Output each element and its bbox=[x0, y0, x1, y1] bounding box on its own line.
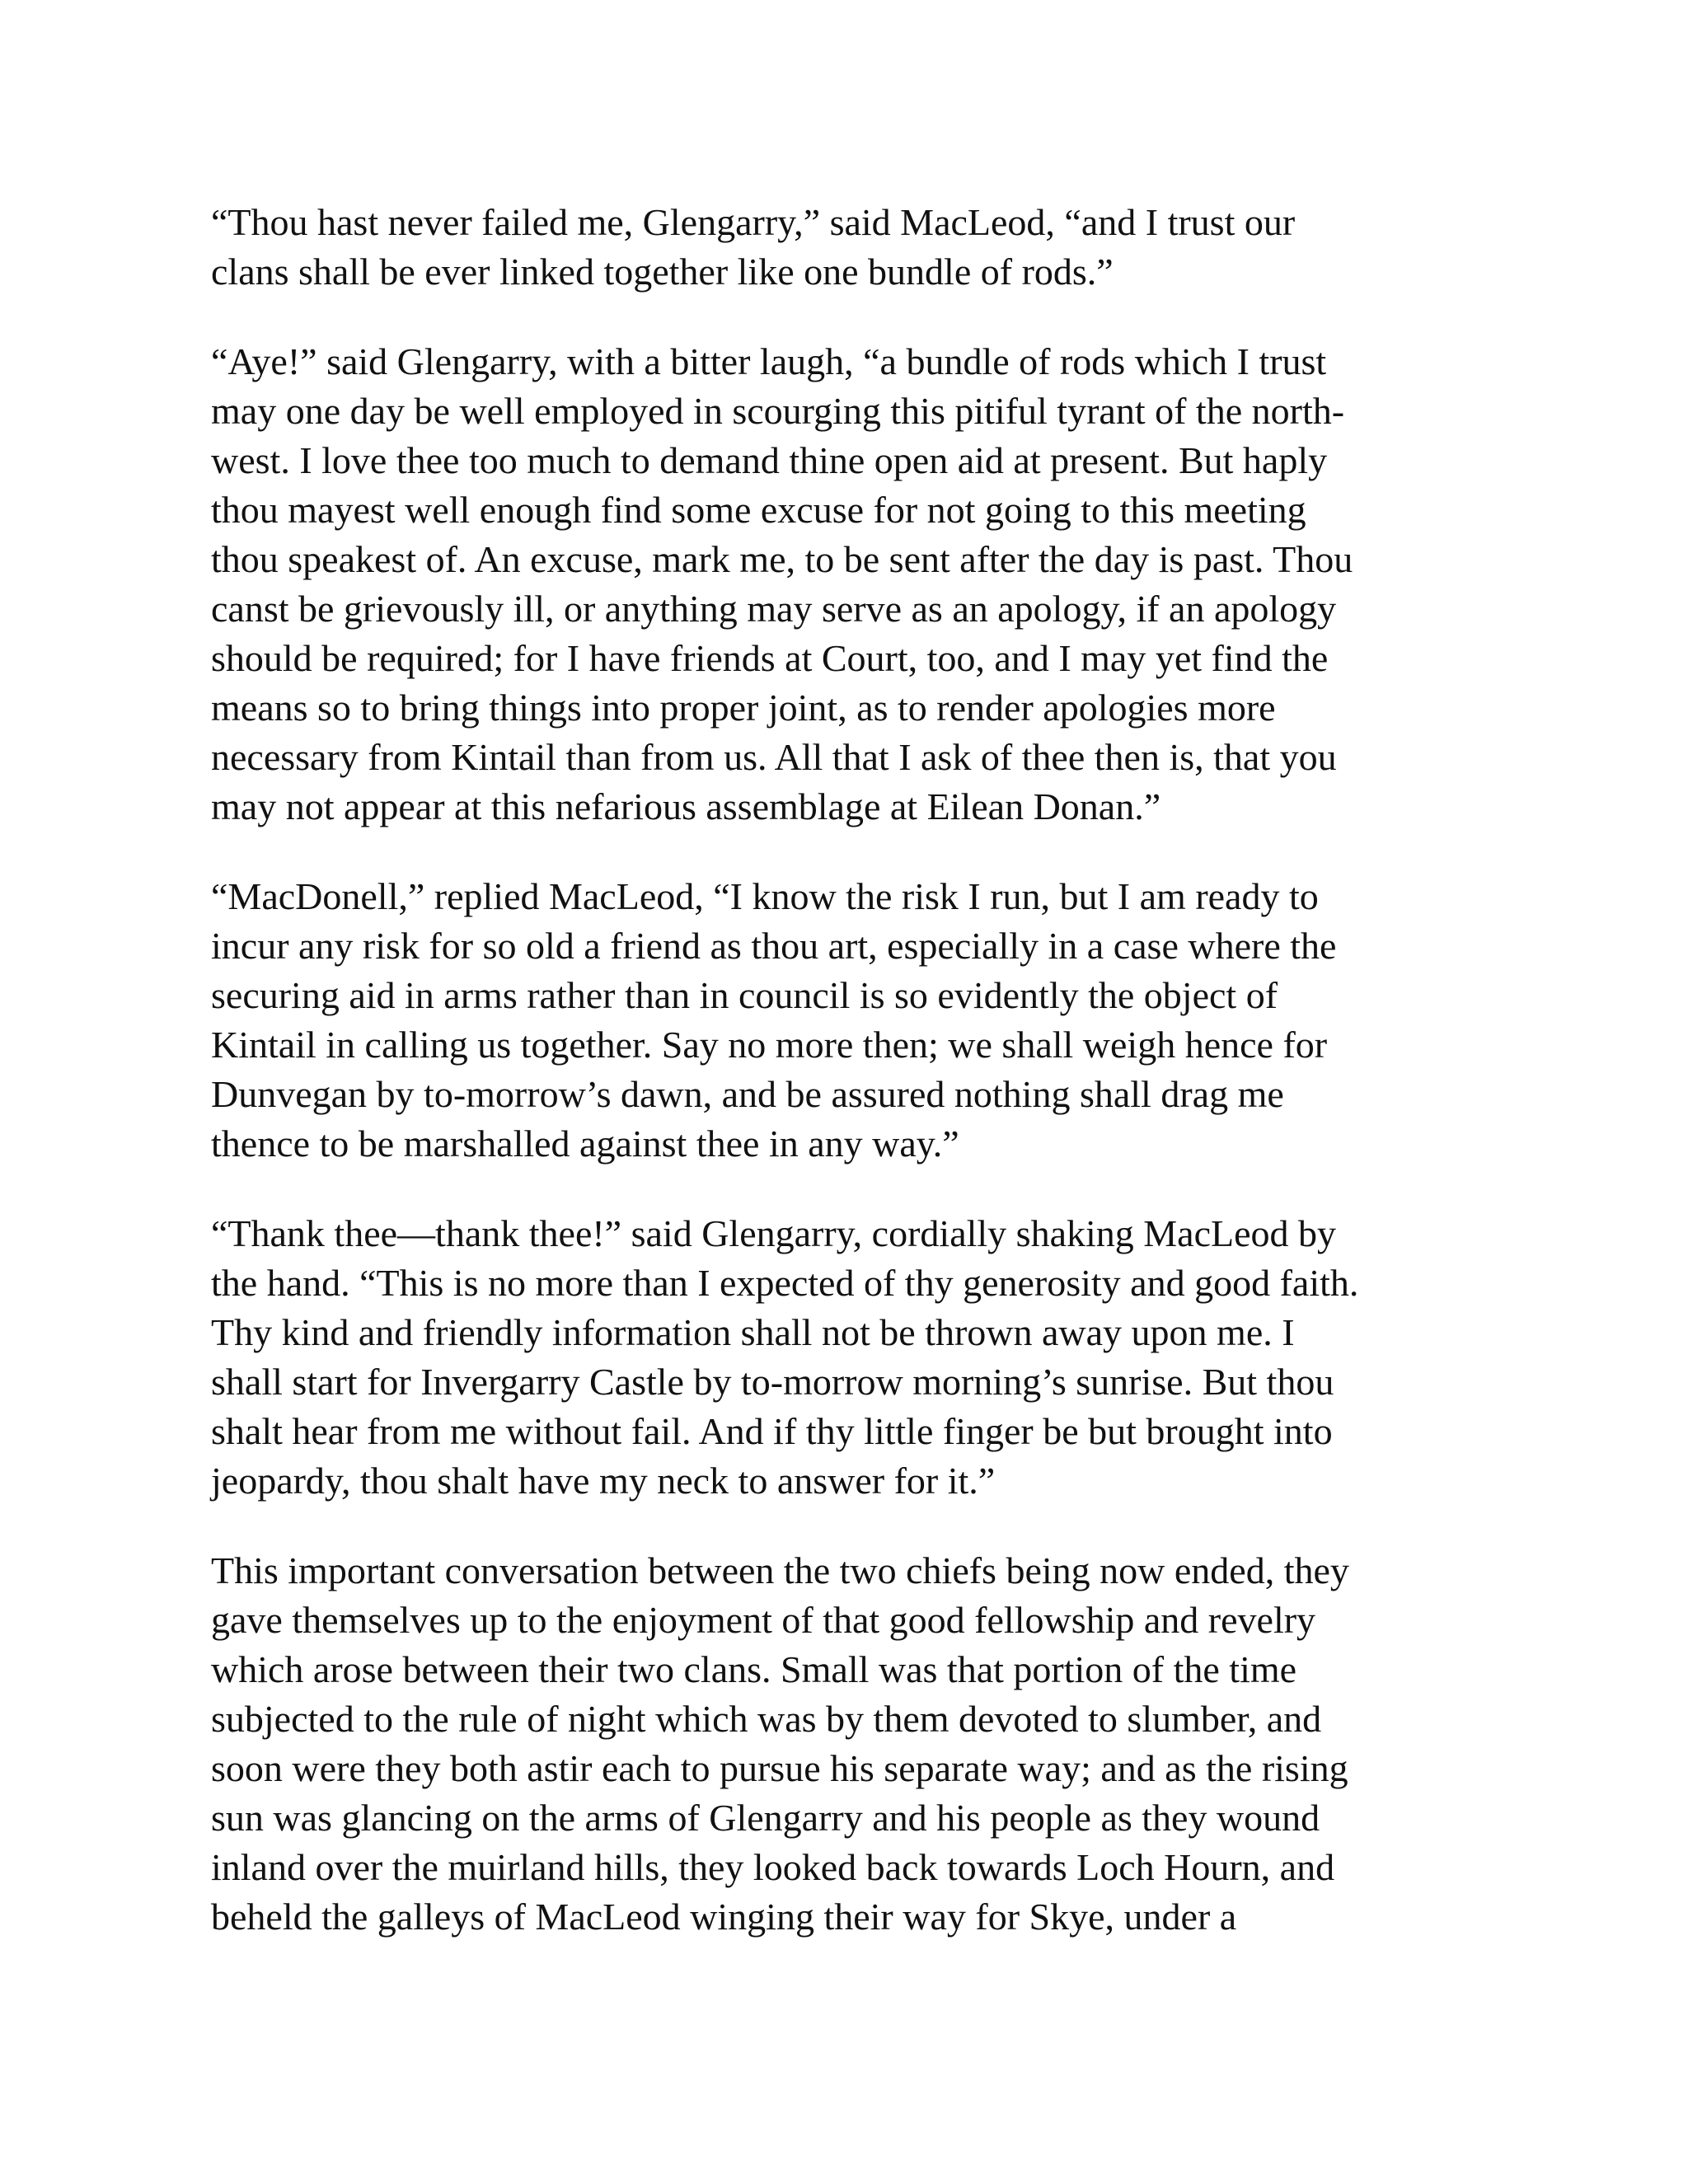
text-line: “Thank thee—thank thee!” said Glengarry, cordially shaking MacLeod by bbox=[211, 1212, 1337, 1254]
text-line: “Aye!” said Glengarry, with a bitter laugh, “a bundle of rods which I trust bbox=[211, 340, 1327, 382]
text-line: incur any risk for so old a friend as thou art, especially in a case where the bbox=[211, 925, 1337, 967]
text-line: “MacDonell,” replied MacLeod, “I know the risk I run, but I am ready to bbox=[211, 875, 1319, 917]
paragraph-1 bbox=[211, 198, 1497, 297]
text-line: necessary from Kintail than from us. All that I ask of thee then is, that you bbox=[211, 736, 1337, 778]
text-line: shall start for Invergarry Castle by to-morrow morning’s sunrise. But thou bbox=[211, 1361, 1334, 1403]
text-line: thou mayest well enough find some excuse for not going to this meeting bbox=[211, 489, 1306, 531]
text-line: may not appear at this nefarious assemblage at Eilean Donan.” bbox=[211, 785, 1161, 827]
text-line: jeopardy, thou shalt have my neck to answer for it.” bbox=[211, 1460, 996, 1502]
text-line: This important conversation between the two chiefs being now ended, they bbox=[211, 1549, 1349, 1591]
text-line: gave themselves up to the enjoyment of that good fellowship and revelry bbox=[211, 1599, 1316, 1641]
text-line: Kintail in calling us together. Say no more then; we shall weigh hence for bbox=[211, 1024, 1328, 1066]
text-line: sun was glancing on the arms of Glengarry and his people as they wound bbox=[211, 1797, 1320, 1839]
text-line: clans shall be ever linked together like one bundle of rods.” bbox=[211, 251, 1114, 293]
text-line: inland over the muirland hills, they looked back towards Loch Hourn, and bbox=[211, 1846, 1335, 1888]
paragraph-2 bbox=[211, 337, 1497, 832]
text-line: securing aid in arms rather than in council is so evidently the object of bbox=[211, 974, 1278, 1016]
document-page bbox=[211, 198, 1497, 1982]
text-line: the hand. “This is no more than I expected of thy generosity and good faith. bbox=[211, 1262, 1359, 1304]
text-line: which arose between their two clans. Small was that portion of the time bbox=[211, 1648, 1297, 1690]
text-line: “Thou hast never failed me, Glengarry,” said MacLeod, “and I trust our bbox=[211, 201, 1296, 243]
paragraph-4 bbox=[211, 1209, 1497, 1506]
text-line: thence to be marshalled against thee in any way.” bbox=[211, 1122, 959, 1165]
text-line: canst be grievously ill, or anything may serve as an apology, if an apology bbox=[211, 588, 1337, 630]
text-line: beheld the galleys of MacLeod winging their way for Skye, under a bbox=[211, 1896, 1237, 1938]
text-line: may one day be well employed in scourging this pitiful tyrant of the north- bbox=[211, 390, 1345, 432]
text-line: subjected to the rule of night which was by them devoted to slumber, and bbox=[211, 1698, 1322, 1740]
text-line: means so to bring things into proper joint, as to render apologies more bbox=[211, 687, 1276, 729]
text-line: should be required; for I have friends at Court, too, and I may yet find the bbox=[211, 637, 1329, 679]
text-line: thou speakest of. An excuse, mark me, to be sent after the day is past. Thou bbox=[211, 538, 1353, 580]
text-line: soon were they both astir each to pursue his separate way; and as the rising bbox=[211, 1747, 1348, 1789]
text-line: Dunvegan by to-morrow’s dawn, and be assured nothing shall drag me bbox=[211, 1073, 1284, 1115]
text-line: Thy kind and friendly information shall not be thrown away upon me. I bbox=[211, 1311, 1295, 1353]
text-line: shalt hear from me without fail. And if thy little finger be but brought into bbox=[211, 1410, 1333, 1452]
text-line: west. I love thee too much to demand thine open aid at present. But haply bbox=[211, 439, 1328, 481]
paragraph-3 bbox=[211, 872, 1497, 1169]
paragraph-5 bbox=[211, 1546, 1497, 1942]
